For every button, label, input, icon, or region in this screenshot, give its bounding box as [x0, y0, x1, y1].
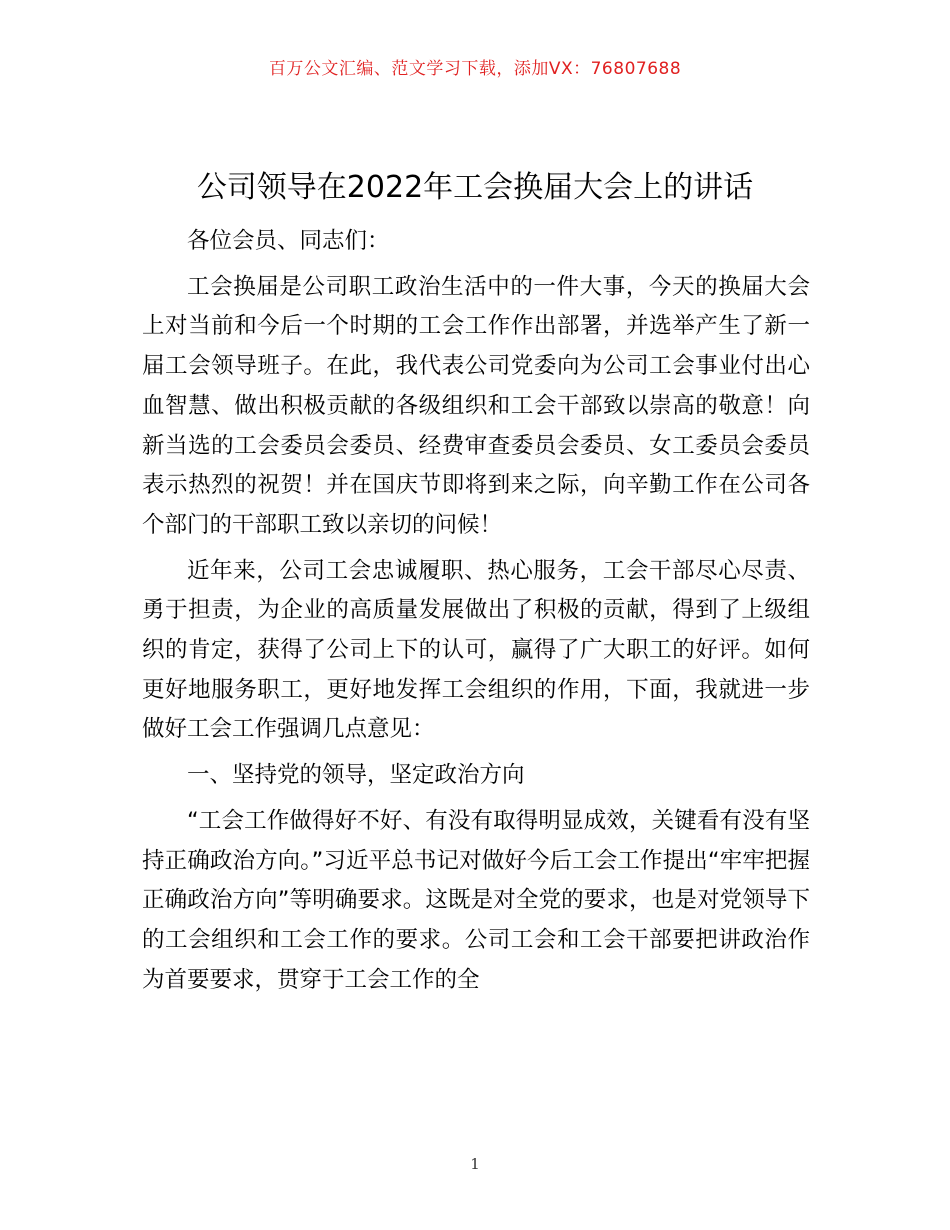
paragraph-achievements: 近年来，公司工会忠诚履职、热心服务，工会干部尽心尽责、勇于担责，为企业的高质量发展做出了积极的贡献，得到了上级组织的肯定，获得了公司上下的认可，赢得了广大职工的好评。如何更好地服务职工，更好地发挥工会组织的作用，下面，我就进一步做好工会工作强调几点意见：: [142, 557, 810, 743]
promo-header: 百万公文汇编、范文学习下载，添加VX：76807688: [268, 59, 682, 79]
document-body: [142, 222, 810, 1006]
paragraph-opening: 工会换届是公司职工政治生活中的一件大事，今天的换届大会上对当前和今后一个时期的工会工作作出部署，并选举产生了新一届工会领导班子。在此，我代表公司党委向为公司工会事业付出心血智慧、做出积极贡献的各级组织和工会干部致以崇高的敬意！向新当选的工会委员会委员、经费审查委员会委员、女工委员会委员表示热烈的祝贺！并在国庆节即将到来之际，向辛勤工作在公司各个部门的干部职工致以亲切的问候！: [142, 273, 810, 538]
section-heading-1: 一、坚持党的领导，坚定政治方向: [187, 762, 525, 789]
document-title: 公司领导在2022年工会换届大会上的讲话: [196, 170, 754, 205]
paragraph-political-direction: “工会工作做得好不好、有没有取得明显成效，关键看有没有坚持正确政治方向。”习近平总书记对做好今后工会工作提出“牢牢把握正确政治方向”等明确要求。这既是对全党的要求，也是对党领导下的工会组织和工会工作的要求。公司工会和工会干部要把讲政治作为首要要求，贯穿于工会工作的全: [142, 807, 810, 993]
salutation: 各位会员、同志们：: [187, 228, 390, 254]
page-number: 1: [470, 1155, 480, 1173]
